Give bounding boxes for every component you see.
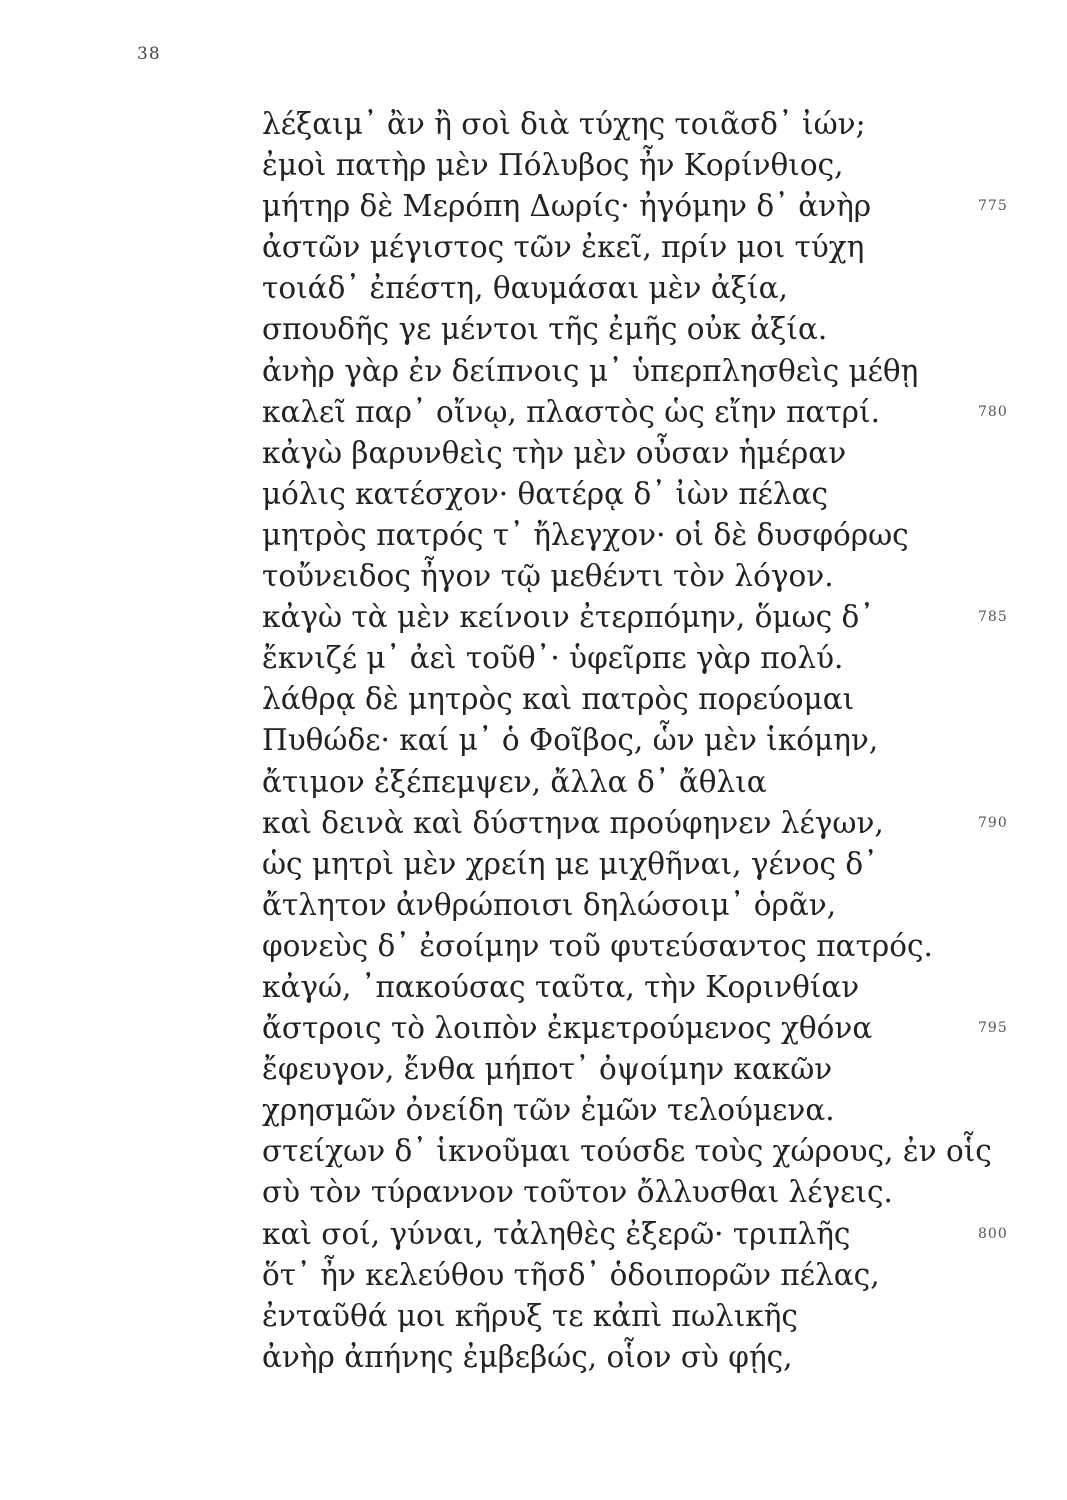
verse-line-text: ἀνὴρ γὰρ ἐν δείπνοις μ᾽ ὑπερπλησθεὶς μέθῃ — [262, 353, 919, 388]
verse-line-text: λάθρᾳ δὲ μητρὸς καὶ πατρὸς πορεύομαι — [262, 682, 855, 717]
verse-line-text: σπουδῆς γε μέντοι τῆς ἐμῆς οὐκ ἀξία. — [262, 312, 828, 347]
verse-line-text: σὺ τὸν τύραννον τοῦτον ὄλλυσθαι λέγεις. — [262, 1175, 893, 1210]
verse-line — [262, 1255, 982, 1296]
verse-line-text: ἔφευγον, ἔνθα μήποτ᾽ ὀψοίμην κακῶν — [262, 1052, 833, 1087]
line-number: 785 — [978, 609, 1008, 626]
verse-line — [262, 186, 1008, 227]
verse-line — [262, 926, 982, 967]
verse-line-text: κἀγὼ βαρυνθεὶς τὴν μὲν οὖσαν ἡμέραν — [262, 435, 847, 470]
verse-line — [262, 556, 982, 597]
verse-line-text: χρησμῶν ὀνείδη τῶν ἐμῶν τελούμενα. — [262, 1093, 835, 1128]
verse-line — [262, 803, 1008, 844]
verse-line-text: καὶ δεινὰ καὶ δύστηνα προύφηνεν λέγων, — [262, 805, 884, 840]
verse-line — [262, 433, 982, 474]
verse-line — [262, 309, 982, 350]
verse-line-text: φονεὺς δ᾽ ἐσοίμην τοῦ φυτεύσαντος πατρός. — [262, 928, 933, 963]
verse-line — [262, 474, 982, 515]
verse-line-text: καλεῖ παρ᾽ οἴνῳ, πλαστὸς ὡς εἴην πατρί. — [262, 394, 880, 429]
verse-line — [262, 679, 982, 720]
verse-line — [262, 1008, 1008, 1049]
verse-line-text: μητρὸς πατρός τ᾽ ἤλεγχον· οἱ δὲ δυσφόρως — [262, 517, 909, 552]
verse-line-text: ἄστροις τὸ λοιπὸν ἐκμετρούμενος χθόνα — [262, 1011, 873, 1046]
verse-line — [262, 638, 982, 679]
verse-line — [262, 720, 982, 761]
line-number: 790 — [978, 814, 1008, 831]
verse-line — [262, 145, 982, 186]
verse-line — [262, 885, 982, 926]
verse-line-text: ἀνὴρ ἀπήνης ἐμβεβώς, οἷον σὺ φῄς, — [262, 1339, 793, 1374]
verse-line-text: Πυθώδε· καί μ᾽ ὁ Φοῖβος, ὧν μὲν ἱκόμην, — [262, 723, 879, 758]
verse-line — [262, 1296, 982, 1337]
verse-line-text: μόλις κατέσχον· θατέρᾳ δ᾽ ἰὼν πέλας — [262, 476, 829, 511]
line-number: 775 — [978, 198, 1008, 215]
verse-line-text: ἀστῶν μέγιστος τῶν ἐκεῖ, πρίν μοι τύχη — [262, 230, 865, 265]
verse-line — [262, 597, 1008, 638]
verse-block — [262, 104, 1008, 1378]
verse-line-text: ἐνταῦθά μοι κῆρυξ τε κἀπὶ πωλικῆς — [262, 1298, 798, 1333]
verse-line — [262, 967, 982, 1008]
verse-line — [262, 268, 982, 309]
verse-line-text: στείχων δ᾽ ἱκνοῦμαι τούσδε τοὺς χώρους, ἐν οἷς — [262, 1134, 992, 1169]
verse-line-text: ἄτιμον ἐξέπεμψεν, ἄλλα δ᾽ ἄθλια — [262, 764, 767, 799]
verse-line — [262, 351, 982, 392]
verse-line — [262, 1172, 982, 1213]
verse-line-text: κἀγὼ τὰ μὲν κείνοιν ἐτερπόμην, ὅμως δ᾽ — [262, 600, 875, 635]
verse-line — [262, 844, 982, 885]
verse-line — [262, 1049, 982, 1090]
verse-line-text: ἔκνιζέ μ᾽ ἀεὶ τοῦθ᾽· ὑφεῖρπε γὰρ πολύ. — [262, 641, 844, 676]
line-number: 800 — [978, 1225, 1008, 1242]
verse-line-text: ἐμοὶ πατὴρ μὲν Πόλυβος ἦν Κορίνθιος, — [262, 148, 844, 183]
verse-line-text: τοιάδ᾽ ἐπέστη, θαυμάσαι μὲν ἀξία, — [262, 271, 788, 306]
verse-line — [262, 104, 982, 145]
verse-line-text: μήτηρ δὲ Μερόπη Δωρίς· ἠγόμην δ᾽ ἀνὴρ — [262, 189, 872, 224]
verse-line-text: κἀγώ, ᾽πακούσας ταῦτα, τὴν Κορινθίαν — [262, 969, 860, 1004]
verse-line — [262, 1214, 1008, 1255]
verse-line — [262, 392, 1008, 433]
verse-line-text: ὡς μητρὶ μὲν χρείη με μιχθῆναι, γένος δ᾽ — [262, 846, 878, 881]
verse-line-text: λέξαιμ᾽ ἂν ἢ σοὶ διὰ τύχης τοιᾶσδ᾽ ἰών; — [262, 107, 866, 141]
verse-line — [262, 227, 982, 268]
line-number: 780 — [978, 403, 1008, 420]
verse-line-text: ἄτλητον ἀνθρώποισι δηλώσοιμ᾽ ὁρᾶν, — [262, 887, 837, 922]
verse-line-text: τοὔνειδος ἦγον τῷ μεθέντι τὸν λόγον. — [262, 559, 834, 594]
verse-line — [262, 762, 982, 803]
verse-line — [262, 515, 982, 556]
verse-line — [262, 1131, 992, 1172]
page-number: 38 — [137, 44, 161, 64]
verse-line-text: καὶ σοί, γύναι, τἀληθὲς ἐξερῶ· τριπλῆς — [262, 1216, 851, 1251]
verse-line — [262, 1337, 982, 1378]
verse-line-text: ὅτ᾽ ἦν κελεύθου τῆσδ᾽ ὁδοιπορῶν πέλας, — [262, 1257, 880, 1292]
line-number: 795 — [978, 1020, 1008, 1037]
verse-line — [262, 1090, 982, 1131]
